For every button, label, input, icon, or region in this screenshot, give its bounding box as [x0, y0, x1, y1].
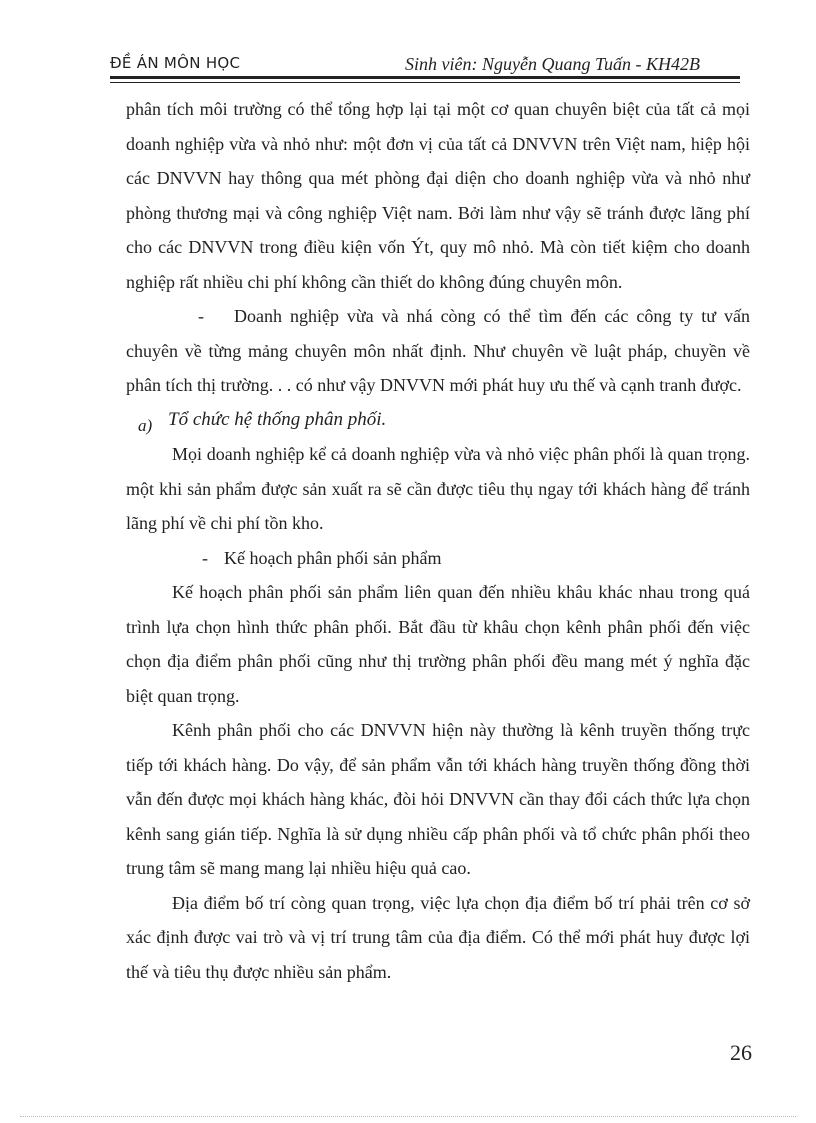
header-course-title: ĐỀ ÁN MÔN HỌC [110, 54, 241, 72]
bullet-dash: - [198, 306, 204, 326]
bullet-paragraph-text: Doanh nghiệp vừa và nhá còng có thể tìm đến các công ty tư vấn chuyên về từng mảng chuyên môn nhất định. Như chuyên về luật pháp, chuyền về phân tích thị trường. . . có như vậy DNVVN mới phát huy ưu thế và cạnh tranh được. [126, 306, 750, 395]
bullet-item-plan [126, 541, 750, 576]
footer-divider [20, 1116, 796, 1117]
bullet-item-text: Kế hoạch phân phối sản phẩm [224, 547, 442, 568]
paragraph-channel: Kênh phân phối cho các DNVVN hiện này thường là kênh truyền thống trực tiếp tới khách hàng. Do vậy, để sản phẩm vẫn tới khách hàng truyền thống đồng thời vẫn đến được mọi khách hàng khác, đòi hỏi DNVVN cần thay đổi cách thức lựa chọn kênh sang gián tiếp. Nghĩa là sử dụng nhiều cấp phân phối và tổ chức phân phối theo trung tâm sẽ mang mang lại nhiều hiệu quả cao. [126, 720, 750, 878]
paragraph-continuation: phân tích môi trường có thể tổng hợp lại tại một cơ quan chuyên biệt của tất cả mọi doanh nghiệp vừa và nhỏ như: một đơn vị của tất cả DNVVN trên Việt nam, hiệp hội các DNVVN hay thông qua mét phòng đại diện cho doanh nghiệp vừa và nhỏ như phòng thương mại và công nghiệp Việt nam. Bởi làm như vậy sẽ tránh được lãng phí cho các DNVVN trong điều kiện vốn Ýt, quy mô nhỏ. Mà còn tiết kiệm cho doanh nghiệp rất nhiều chi phí không cần thiết do không đúng chuyên môn. [126, 99, 750, 292]
section-heading [138, 403, 750, 438]
page-number: 26 [730, 1040, 752, 1065]
header-student-name: Sinh viên: Nguyễn Quang Tuấn - KH42B [405, 54, 700, 74]
paragraph-distribution-intro: Mọi doanh nghiệp kể cả doanh nghiệp vừa và nhỏ việc phân phối là quan trọng. một khi sản phẩm được sản xuất ra sẽ cần được tiêu thụ ngay tới khách hàng để tránh lãng phí về chi phí tồn kho. [126, 444, 750, 533]
paragraph-plan: Kế hoạch phân phối sản phẩm liên quan đến nhiều khâu khác nhau trong quá trình lựa chọn hình thức phân phối. Bắt đầu từ khâu chọn kênh phân phối đến việc chọn địa điểm phân phối cũng như thị trường phân phối đều mang mét ý nghĩa đặc biệt quan trọng. [126, 582, 750, 706]
header-rule-thick [110, 76, 740, 79]
bullet-paragraph-consulting [126, 299, 750, 403]
paragraph-location: Địa điểm bố trí còng quan trọng, việc lựa chọn địa điểm bố trí phải trên cơ sở xác định được vai trò và vị trí trung tâm của địa điểm. Có thể mới phát huy được lợi thế và tiêu thụ được nhiều sản phẩm. [126, 892, 750, 982]
bullet-dash: - [202, 547, 208, 568]
page-header [110, 52, 740, 76]
section-title: Tổ chức hệ thống phân phối. [168, 408, 387, 430]
section-label: a) [138, 415, 153, 435]
page-body [126, 92, 750, 989]
header-rule-thin [110, 82, 740, 83]
